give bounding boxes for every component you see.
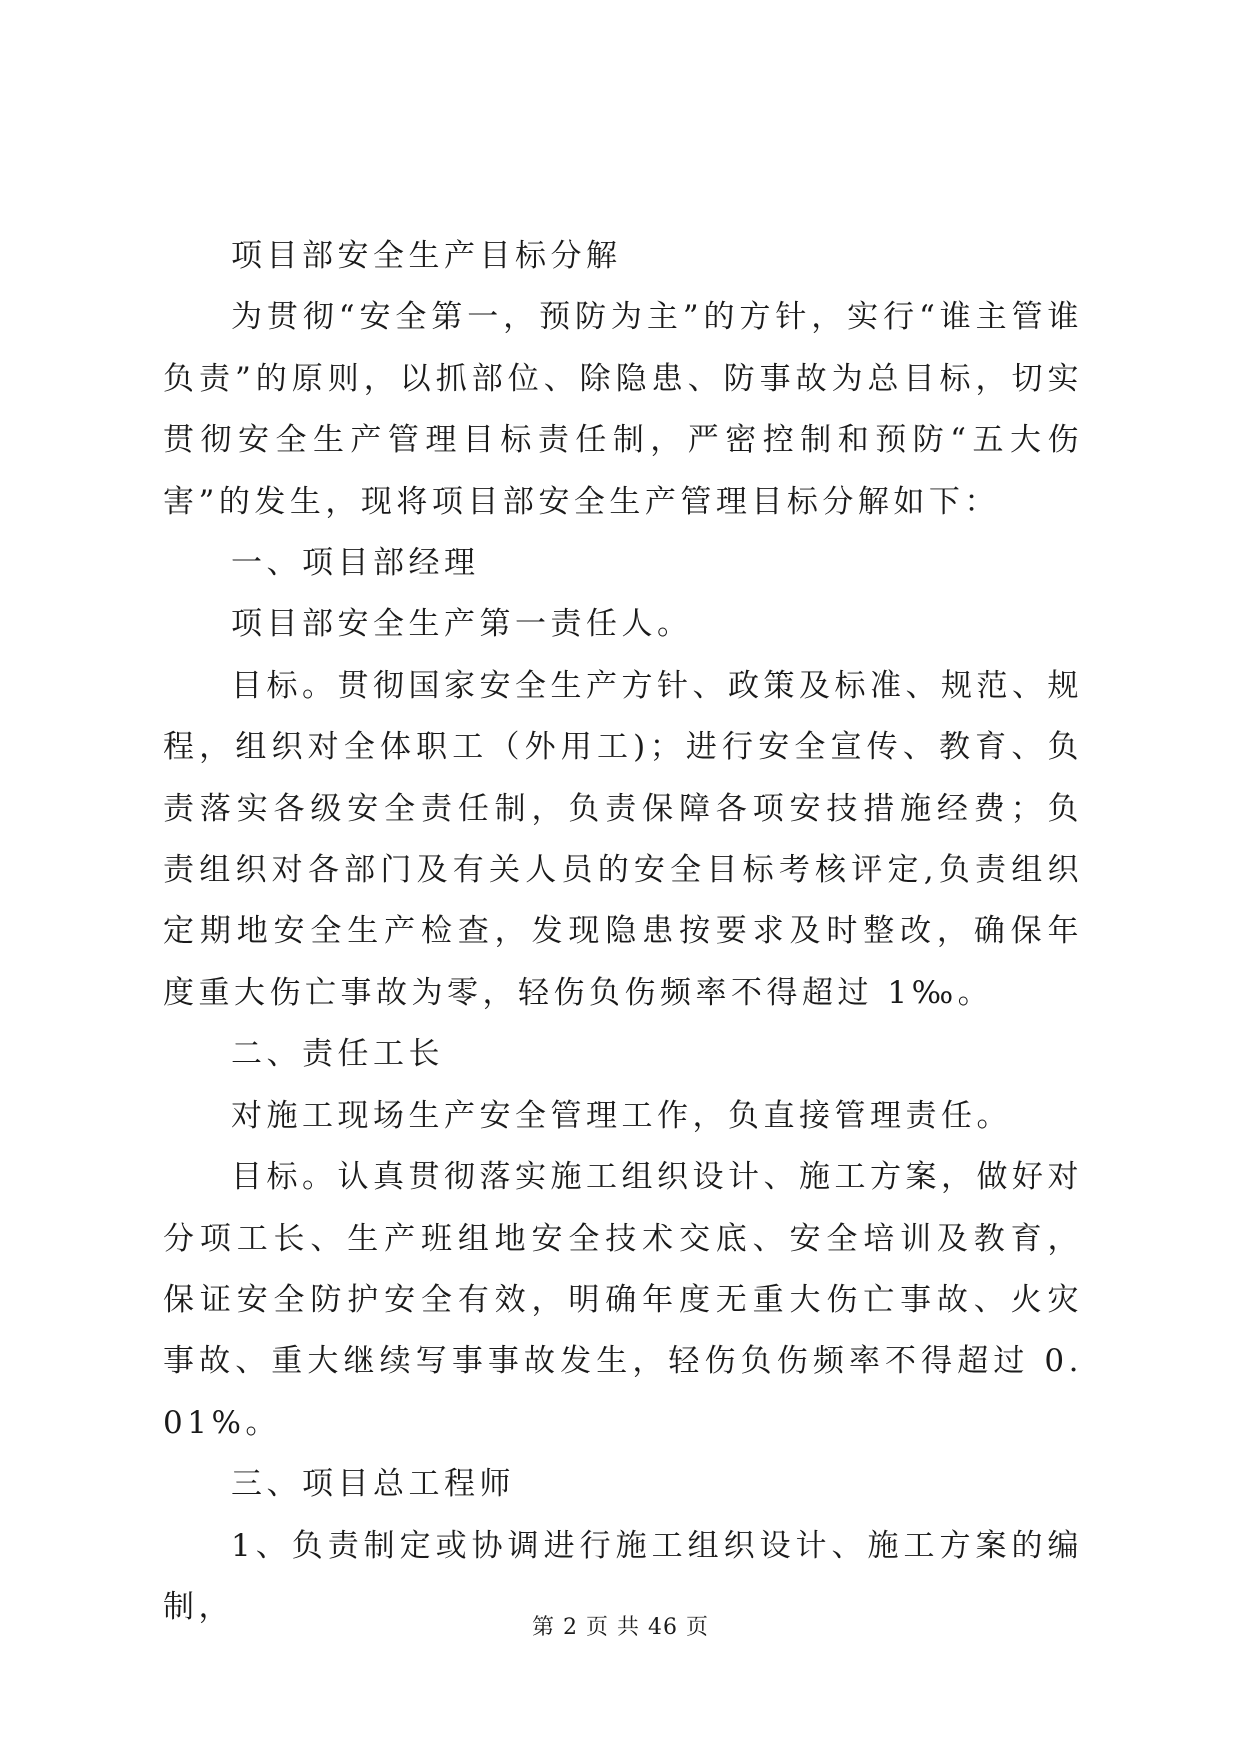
section-goal-foreman: 目标。认真贯彻落实施工组织设计、施工方案，做好对分项工长、生产班组地安全技术交底、安全培训及教育，保证安全防护安全有效，明确年度无重大伤亡事故、火灾事故、重大继续写事事故发生，轻伤负伤频率不得超过 0.01%。 — [163, 1159, 1083, 1441]
section-heading-foreman: 二、责任工长 — [231, 1036, 444, 1073]
section-role-foreman: 对施工现场生产安全管理工作，负直接管理责任。 — [231, 1097, 1012, 1134]
section-heading-chief-engineer: 三、项目总工程师 — [231, 1466, 515, 1503]
section-heading-manager: 一、项目部经理 — [231, 545, 480, 582]
document-title: 项目部安全生产目标分解 — [231, 238, 622, 274]
page-footer: 第 2 页 共 46 页 — [532, 1615, 709, 1640]
section-goal-manager: 目标。贯彻国家安全生产方针、政策及标准、规范、规程，组织对全体职工（外用工)；进行安全宣传、教育、负责落实各级安全责任制，负责保障各项安技措施经费；负责组织对各部门及有关人员的安全目标考核评定,负责组织定期地安全生产检查，发现隐患按要求及时整改，确保年度重大伤亡事故为零，轻伤负伤频率不得超过 1‰。 — [163, 667, 1083, 1011]
section-item-chief-engineer: 1、负责制定或协调进行施工组织设计、施工方案的编制， — [163, 1527, 1083, 1625]
document-body — [163, 226, 1083, 1638]
intro-paragraph: 为贯彻“安全第一，预防为主”的方针，实行“谁主管谁负责”的原则，以抓部位、除隐患、防事故为总目标，切实贯彻安全生产管理目标责任制，严密控制和预防“五大伤害”的发生，现将项目部安全生产管理目标分解如下： — [163, 299, 1083, 520]
section-role-manager: 项目部安全生产第一责任人。 — [231, 606, 693, 643]
